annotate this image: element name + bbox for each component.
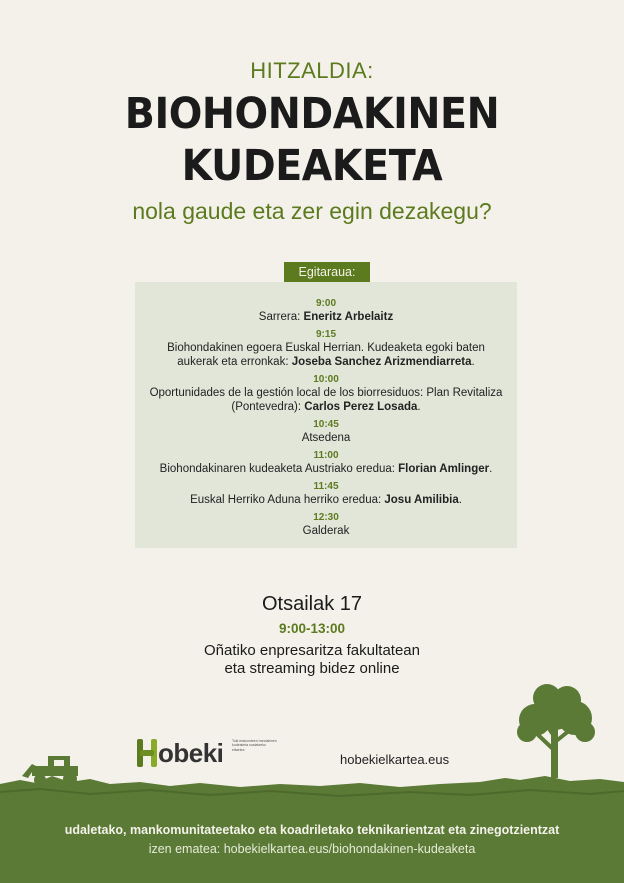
venue-line-1: Oñatiko enpresaritza fakultatean [204, 642, 420, 659]
program-time: 10:45 [313, 419, 339, 430]
program-time: 11:00 [313, 450, 339, 461]
program-speaker: Joseba Sanchez Arizmendiarreta [291, 356, 472, 368]
program-punctuation: . [458, 494, 462, 506]
program-punctuation: . [471, 356, 475, 368]
footer-registration[interactable]: izen ematea: hobekielkartea.eus/biohondakinen-kudeaketa [148, 842, 476, 856]
event-venue [0, 642, 624, 678]
event-date: Otsailak 17 [261, 593, 363, 615]
hobeki-logo [136, 736, 276, 772]
program-time: 9:00 [315, 298, 336, 309]
program-item [135, 450, 517, 476]
program-speaker: Carlos Perez Losada [304, 401, 418, 413]
website-link[interactable]: hobekielkartea.eus [340, 752, 450, 767]
program-label: Egitaraua: [284, 262, 370, 282]
program-item [135, 512, 517, 538]
program-speaker: Josu Amilibia [384, 494, 459, 506]
program-speaker: Eneritz Arbelaitz [303, 311, 394, 323]
program-description [135, 493, 517, 507]
program-time: 12:30 [313, 512, 339, 523]
program-topic: Sarrera: [258, 311, 304, 323]
event-hours: 9:00-13:00 [278, 621, 346, 636]
program-punctuation: . [489, 463, 493, 475]
program-description [135, 431, 517, 445]
program-description [135, 310, 517, 324]
program-description [135, 524, 517, 538]
program-description [135, 341, 517, 369]
venue-line-2: eta streaming bidez online [224, 660, 400, 677]
event-title [25, 88, 599, 192]
program-topic: Oportunidades de la gestión local de los biorresiduos: Plan Revitaliza (Pontevedra): [149, 387, 503, 413]
program-punctuation: . [417, 401, 421, 413]
program-topic: Biohondakinen egoera Euskal Herrian. Kudeaketa egoki baten aukerak eta erronkak: [167, 342, 485, 368]
footer-audience: udaletako, mankomunitateetako eta koadriletako teknikarientzat eta zinegotzientzat [64, 823, 560, 837]
program-description [135, 386, 517, 414]
program-topic: Atsedena [301, 432, 351, 444]
program-time: 10:00 [313, 374, 339, 385]
logo-tagline: Toki erakundeen hondakinen kudeaketa sustatzeko elkartea [232, 739, 277, 752]
program-topic: Euskal Herriko Aduna herriko eredua: [190, 494, 385, 506]
program-item [135, 298, 517, 324]
program-time: 11:45 [313, 481, 339, 492]
program-item [135, 481, 517, 507]
tree-icon [505, 680, 605, 780]
program-topic: Biohondakinaren kudeaketa Austriako eredua: [159, 463, 399, 475]
program-description [135, 462, 517, 476]
program-topic: Galderak [302, 525, 350, 537]
program-time: 9:15 [315, 329, 336, 340]
program-item [135, 374, 517, 414]
program-item [135, 419, 517, 445]
title-line-2: KUDEAKETA [181, 141, 443, 191]
title-line-1: BIOHONDAKINEN [124, 89, 500, 139]
logo-word: obeki [158, 738, 224, 768]
program-box [135, 282, 517, 548]
hobeki-logo-mark-icon [136, 738, 160, 768]
event-subtitle: nola gaude eta zer egin dezakegu? [132, 198, 492, 224]
program-item [135, 329, 517, 369]
event-kicker: HITZALDIA: [250, 58, 374, 83]
program-speaker: Florian Amlinger [398, 463, 490, 475]
